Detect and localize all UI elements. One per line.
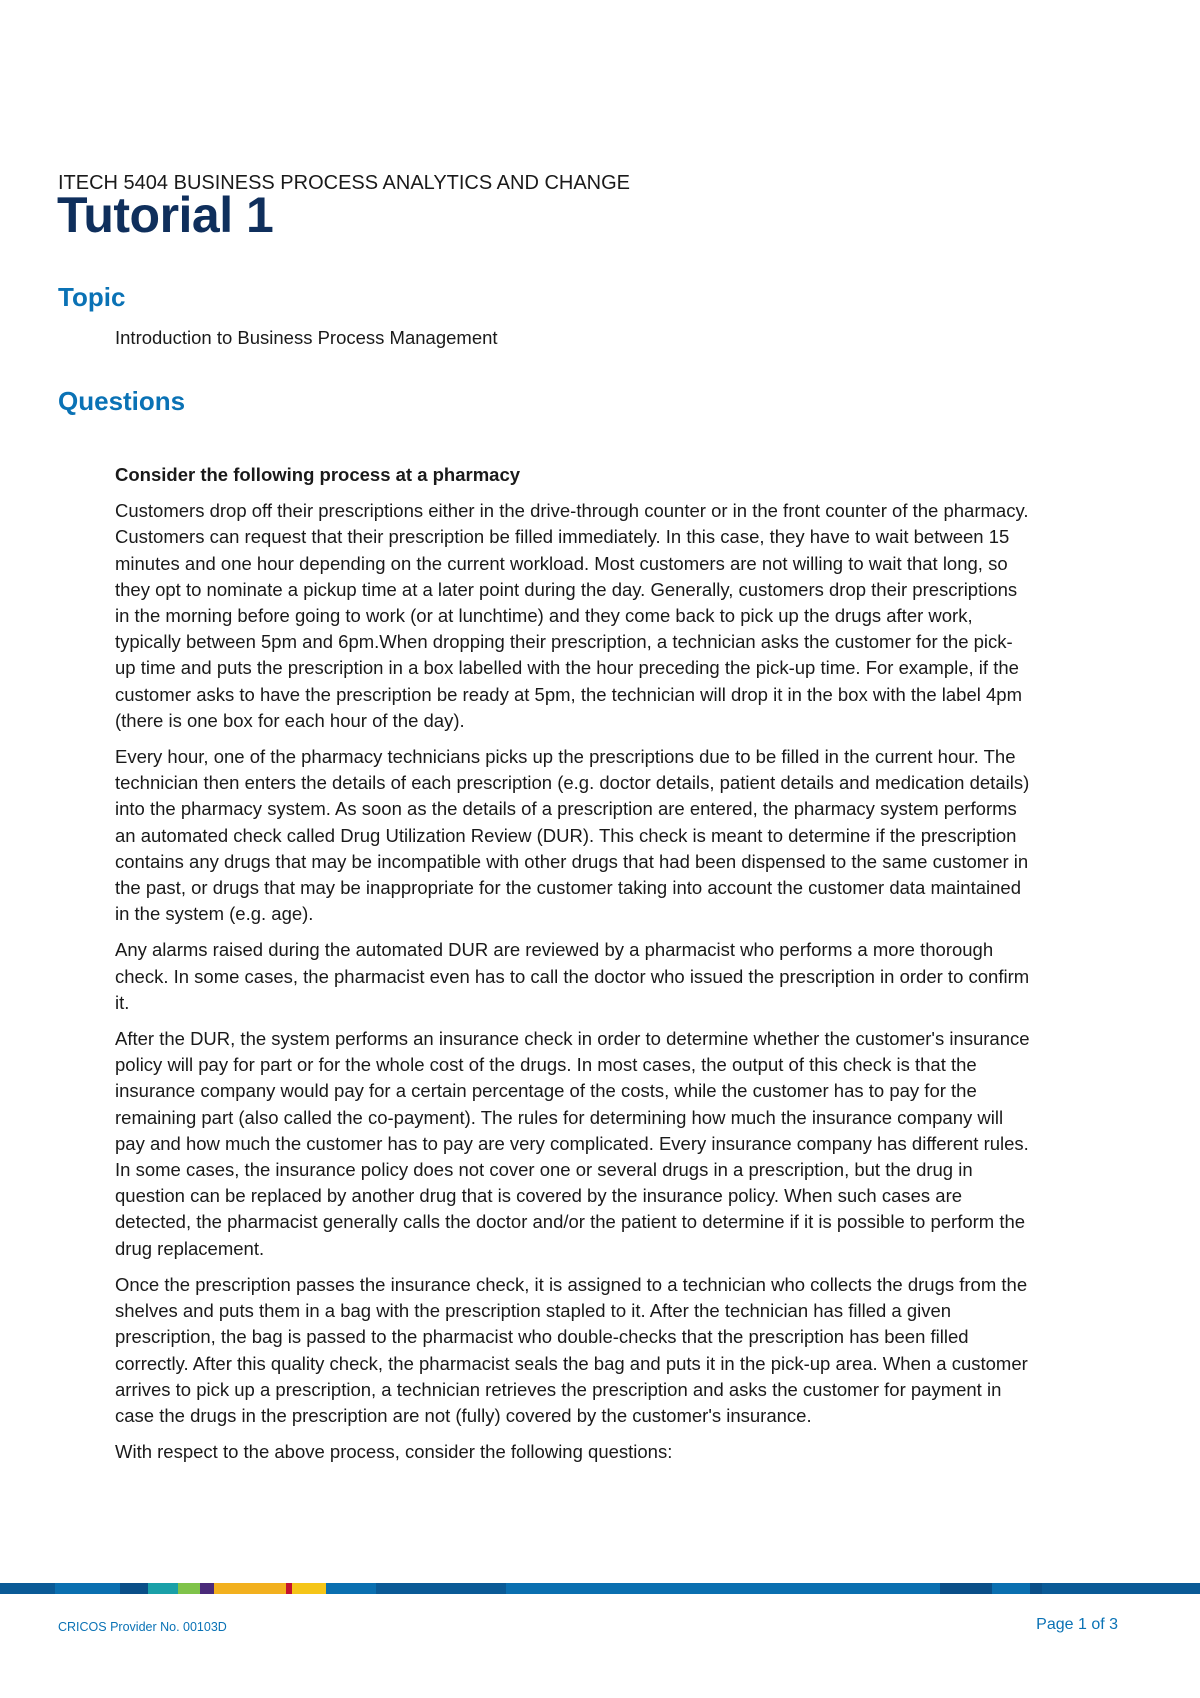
questions-body: [115, 462, 1030, 1475]
topic-text: Introduction to Business Process Management: [115, 327, 498, 348]
stripe-segment: [120, 1583, 148, 1594]
stripe-segment: [506, 1583, 666, 1594]
stripe-segment: [178, 1583, 200, 1594]
stripe-segment: [326, 1583, 376, 1594]
footer-color-stripe: [0, 1583, 1200, 1594]
paragraph: Any alarms raised during the automated DUR are reviewed by a pharmacist who performs a more thorough check. In some cases, the pharmacist even has to call the doctor who issued the prescription in order to confirm it.: [115, 939, 1030, 1013]
page-title: Tutorial 1: [57, 187, 274, 243]
paragraph: Once the prescription passes the insurance check, it is assigned to a technician who collects the drugs from the shelves and puts them in a bag with the prescription stapled to it. After the technician has filled a given prescription, the bag is passed to the pharmacist who double-checks that the prescription has been filled correctly. After this quality check, the pharmacist seals the bag and puts it in the pick-up area. When a customer arrives to pick up a prescription, a technician retrieves the prescription and asks the customer for payment in case the drugs in the prescription are not (fully) covered by the customer's insurance.: [115, 1273, 1028, 1426]
topic-heading: Topic: [58, 282, 126, 312]
questions-lead: Consider the following process at a pharmacy: [115, 464, 521, 485]
stripe-segment: [940, 1583, 992, 1594]
stripe-segment: [148, 1583, 178, 1594]
paragraph: Every hour, one of the pharmacy technicians picks up the prescriptions due to be filled in the current hour. The technician then enters the details of each prescription (e.g. doctor details, patient details and medication details) into the pharmacy system. As soon as the details of a prescription are entered, the pharmacy system performs an automated check called Drug Utilization Review (DUR). This check is meant to determine if the prescription contains any drugs that may be incompatible with other drugs that had been dispensed to the same customer in the past, or drugs that may be inappropriate for the customer taking into account the customer data maintained in the system (e.g. age).: [115, 746, 1030, 925]
page-number: Page 1 of 3: [1036, 1616, 1118, 1633]
paragraph: After the DUR, the system performs an insurance check in order to determine whether the customer's insurance policy will pay for part or for the whole cost of the drugs. In most cases, the output of this check is that the insurance company would pay for a certain percentage of the costs, while the customer has to pay for the remaining part (also called the co-payment). The rules for determining how much the insurance company will pay and how much the customer has to pay are very complicated. Every insurance company has different rules. In some cases, the insurance policy does not cover one or several drugs in a prescription, but the drug in question can be replaced by another drug that is covered by the insurance policy. When such cases are detected, the pharmacist generally calls the doctor and/or the patient to determine if it is possible to perform the drug replacement.: [115, 1028, 1030, 1259]
cricos-provider-number: CRICOS Provider No. 00103D: [58, 1620, 227, 1634]
questions-heading: Questions: [58, 386, 186, 416]
stripe-segment: [1042, 1583, 1200, 1594]
paragraph: With respect to the above process, consider the following questions:: [115, 1441, 673, 1463]
stripe-segment: [0, 1583, 55, 1594]
stripe-segment: [376, 1583, 506, 1594]
course-code-title: ITECH 5404 BUSINESS PROCESS ANALYTICS AND CHANGE: [58, 172, 631, 194]
stripe-segment: [292, 1583, 326, 1594]
stripe-segment: [1030, 1583, 1042, 1594]
paragraph: Customers drop off their prescriptions either in the drive-through counter or in the front counter of the pharmacy. Customers can request that their prescription be filled immediately. In this case, they have to wait between 15 minutes and one hour depending on the current workload. Most customers are not willing to wait that long, so they opt to nominate a pickup time at a later point during the day. Generally, customers drop their prescriptions in the morning before going to work (or at lunchtime) and they come back to pick up the drugs after work, typically between 5pm and 6pm.When dropping their prescription, a technician asks the customer for the pick-up time and puts the prescription in a box labelled with the hour preceding the pick-up time. For example, if the customer asks to have the prescription be ready at 5pm, the technician will drop it in the box with the label 4pm (there is one box for each hour of the day).: [115, 500, 1029, 731]
stripe-segment: [214, 1583, 286, 1594]
stripe-segment: [200, 1583, 214, 1594]
